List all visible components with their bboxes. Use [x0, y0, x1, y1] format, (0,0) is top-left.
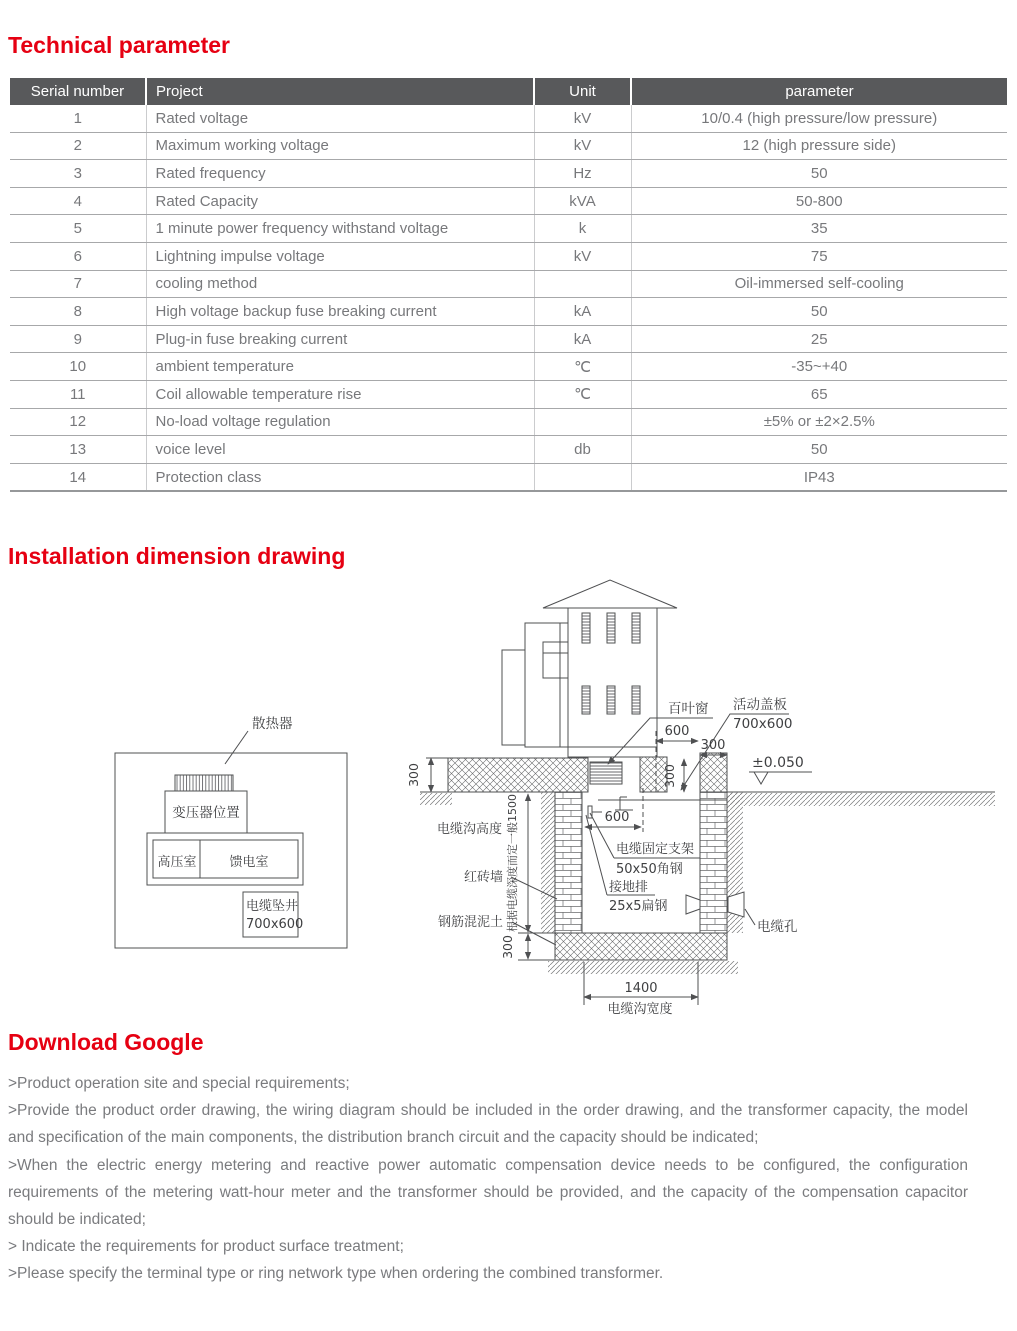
table-cell: 3 [10, 160, 146, 188]
bottom-slab [555, 933, 727, 960]
table-cell [534, 270, 631, 298]
table-cell: 14 [10, 463, 146, 491]
earth-bar-spec: 25x5扁钢 [609, 899, 668, 914]
section-title-download: Download Google [8, 1029, 204, 1055]
table-cell: 11 [10, 380, 146, 408]
table-cell: db [534, 436, 631, 464]
col-header-parameter: parameter [631, 78, 1007, 105]
note-paragraph: >Provide the product order drawing, the wiring diagram should be included in the order drawing, and the transformer capacity, the model and specification of the main components, the distribution branch circuit and the capacity should be indicated; [8, 1102, 968, 1147]
earth-bar-label: 接地排 [609, 880, 649, 895]
section-drawing [398, 570, 1016, 1020]
trench-height-label: 电缆沟高度 [437, 822, 503, 837]
section-title-installation: Installation dimension drawing [8, 543, 346, 569]
table-cell: kV [534, 132, 631, 160]
col-header-serial-number: Serial number [10, 78, 146, 105]
table-cell: High voltage backup fuse breaking current [146, 298, 534, 326]
cable-hole-label: 电缆孔 [757, 919, 798, 935]
table-cell: ±5% or ±2×2.5% [631, 408, 1007, 436]
table-cell: voice level [146, 436, 534, 464]
table-row [10, 353, 1007, 381]
concrete-label: 钢筋混泥土 [438, 915, 504, 930]
table-row [10, 298, 1007, 326]
table-cell: 50 [631, 160, 1007, 188]
cover-plate-label: 活动盖板 [733, 697, 787, 713]
table-cell: 6 [10, 242, 146, 270]
cover-plate-size: 700x600 [733, 716, 793, 732]
ground-slab [448, 758, 588, 792]
table-cell: cooling method [146, 270, 534, 298]
table-cell: Maximum working voltage [146, 132, 534, 160]
table-cell: 1 minute power frequency withstand voltage [146, 215, 534, 243]
table-row [10, 187, 1007, 215]
feeder-room-label: 馈电室 [229, 855, 269, 870]
depth-note: 根据电缆深度而定一般1500 [506, 794, 519, 932]
table-header [10, 78, 1007, 105]
table-cell: 10 [10, 353, 146, 381]
table-cell: 9 [10, 325, 146, 353]
technical-parameter-table [10, 78, 1007, 492]
table-row [10, 325, 1007, 353]
dim-300-top: 300 [700, 738, 726, 753]
radiator-label: 散热器 [252, 716, 293, 732]
note-paragraph: >When the electric energy metering and reactive power automatic compensation device needs to be configured, the configuration requirements of the metering watt-hour meter and the transformer should be provided, and the capacity of the compensation capacitor should be indicated; [8, 1156, 968, 1229]
hv-room-label: 高压室 [157, 855, 197, 870]
bracket-label: 电缆固定支架 [616, 842, 695, 857]
trench-width-label: 电缆沟宽度 [607, 1002, 673, 1017]
table-body [10, 105, 1007, 491]
table-cell: Protection class [146, 463, 534, 491]
table-cell: 25 [631, 325, 1007, 353]
note-paragraph: >Product operation site and special requirements; [8, 1075, 350, 1092]
table-cell: 50 [631, 436, 1007, 464]
table-row [10, 242, 1007, 270]
table-cell: 4 [10, 187, 146, 215]
table-cell: Oil-immersed self-cooling [631, 270, 1007, 298]
col-header-unit: Unit [534, 78, 631, 105]
table-cell: Plug-in fuse breaking current [146, 325, 534, 353]
table-cell [534, 408, 631, 436]
dim-300-bottom: 300 [500, 935, 515, 959]
dim-600-inner: 600 [604, 810, 630, 825]
table-cell: 12 [10, 408, 146, 436]
table-cell: 50-800 [631, 187, 1007, 215]
dim-600-top: 600 [664, 724, 690, 739]
table-row [10, 270, 1007, 298]
level-mark: ±0.050 [752, 755, 804, 771]
table-row [10, 215, 1007, 243]
section-title-technical: Technical parameter [8, 32, 231, 58]
radiator-fins [175, 775, 233, 791]
louver-label: 百叶窗 [668, 701, 709, 717]
table-cell: ℃ [534, 380, 631, 408]
table-cell: Rated Capacity [146, 187, 534, 215]
table-cell: IP43 [631, 463, 1007, 491]
slab-louver [590, 762, 622, 784]
table-cell: 13 [10, 436, 146, 464]
table-cell: -35~+40 [631, 353, 1007, 381]
notes [8, 1070, 968, 1288]
table-row [10, 463, 1007, 491]
table-row [10, 132, 1007, 160]
table-cell: Lightning impulse voltage [146, 242, 534, 270]
table-cell: 75 [631, 242, 1007, 270]
table-cell: 50 [631, 298, 1007, 326]
table-cell: Coil allowable temperature rise [146, 380, 534, 408]
cable-well-label: 电缆坠井 [246, 899, 299, 914]
table-cell: kA [534, 298, 631, 326]
table-row [10, 408, 1007, 436]
table-cell: ambient temperature [146, 353, 534, 381]
table-cell: ℃ [534, 353, 631, 381]
table-cell: 1 [10, 105, 146, 132]
table-cell: kVA [534, 187, 631, 215]
table-cell: 8 [10, 298, 146, 326]
table-cell: No-load voltage regulation [146, 408, 534, 436]
table-cell: kA [534, 325, 631, 353]
table-cell: Rated frequency [146, 160, 534, 188]
dim-300-opening: 300 [662, 764, 677, 788]
table-row [10, 436, 1007, 464]
dim-300-slab: 300 [406, 763, 421, 787]
table-row [10, 380, 1007, 408]
table-cell: kV [534, 242, 631, 270]
table-cell [534, 463, 631, 491]
table-cell: kV [534, 105, 631, 132]
radiator-leader-line [225, 731, 248, 764]
brick-wall-left [555, 792, 582, 933]
brick-wall-right [700, 792, 727, 933]
table-cell: 65 [631, 380, 1007, 408]
table-row [10, 160, 1007, 188]
transformer-cabinet [502, 580, 677, 757]
table-row [10, 105, 1007, 132]
table-cell: k [534, 215, 631, 243]
transformer-position-label: 变压器位置 [172, 805, 240, 821]
note-paragraph: > Indicate the requirements for product surface treatment; [8, 1238, 404, 1256]
table-cell: 7 [10, 270, 146, 298]
cable-well-size: 700x600 [246, 917, 304, 932]
table-cell: 35 [631, 215, 1007, 243]
bracket-spec: 50x50角钢 [616, 862, 683, 877]
brick-wall-label: 红砖墙 [464, 870, 504, 885]
table-cell: 10/0.4 (high pressure/low pressure) [631, 105, 1007, 132]
table-cell: 12 (high pressure side) [631, 132, 1007, 160]
col-header-project: Project [146, 78, 534, 105]
table-cell: 2 [10, 132, 146, 160]
table-cell: Hz [534, 160, 631, 188]
dim-1400: 1400 [624, 981, 658, 996]
table-cell: Rated voltage [146, 105, 534, 132]
cabinet-louvers [582, 613, 640, 714]
note-paragraph: >Please specify the terminal type or ring network type when ordering the combined transformer. [8, 1265, 664, 1283]
table-cell: 5 [10, 215, 146, 243]
plan-drawing [100, 698, 385, 960]
